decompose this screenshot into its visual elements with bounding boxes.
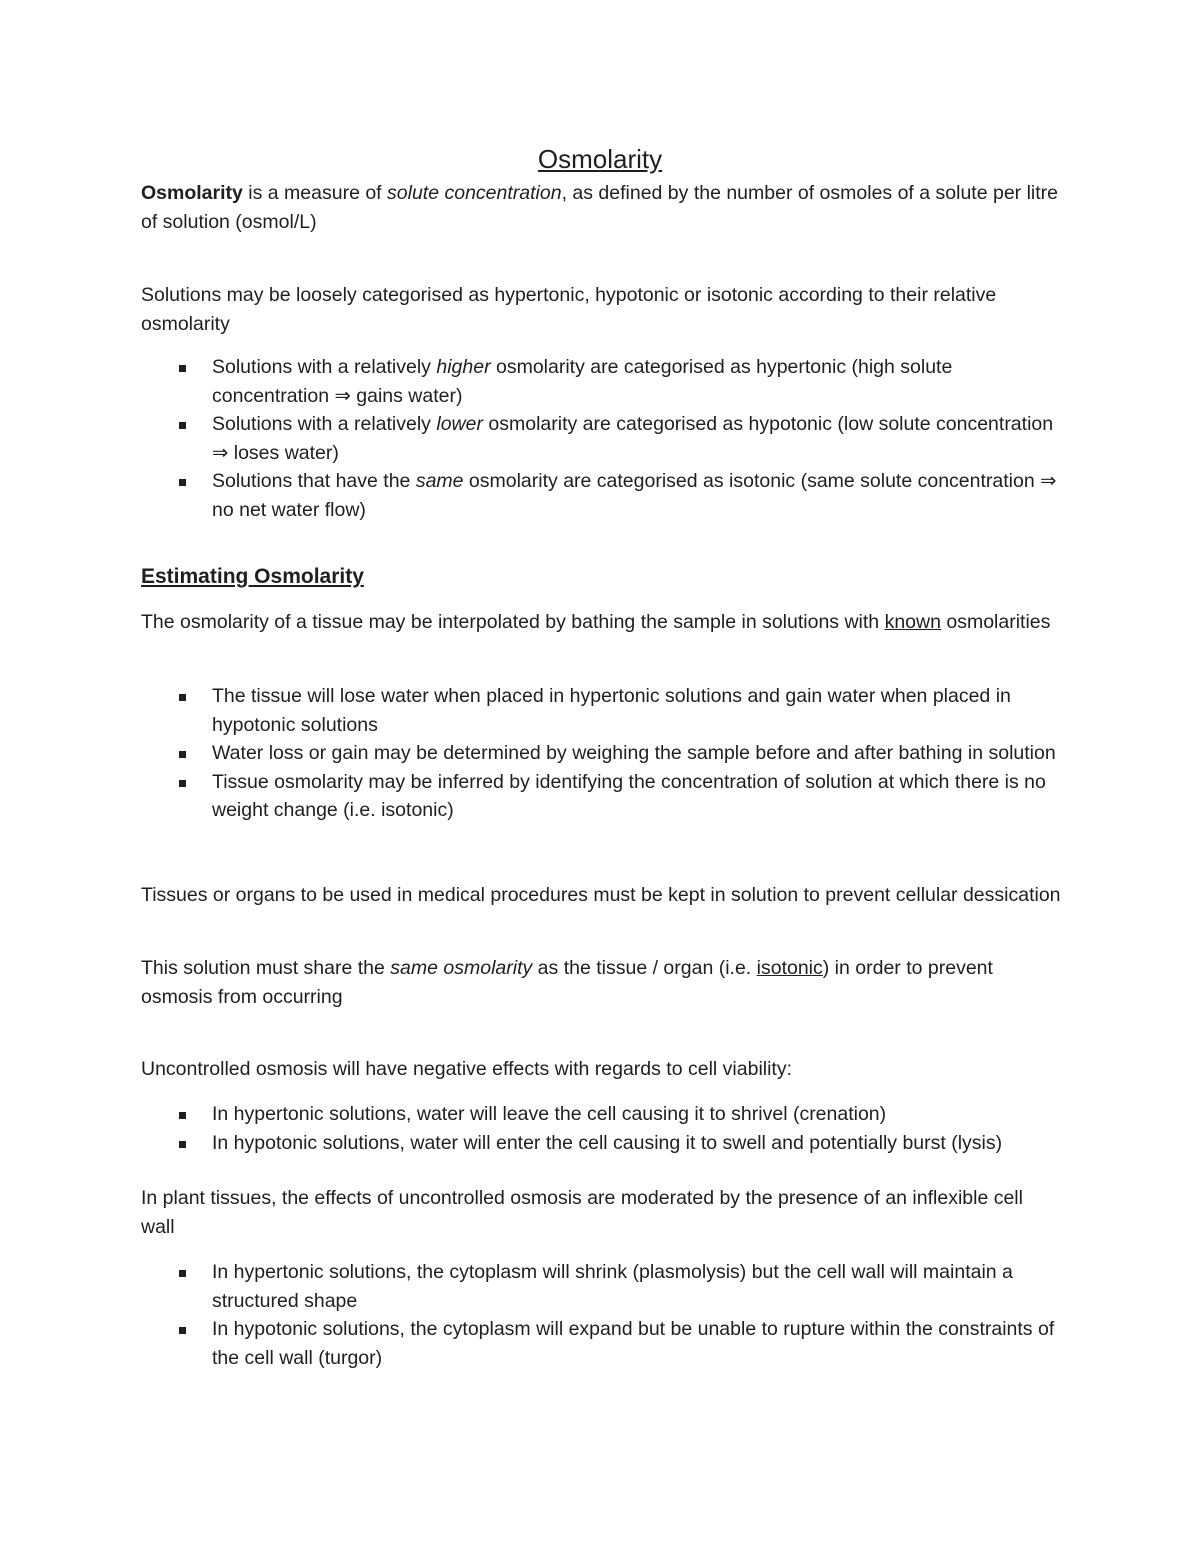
list-item: In hypotonic solutions, the cytoplasm will expand but be unable to rupture within the constraints of the cell wall (turgor) xyxy=(141,1315,1061,1372)
list-item: In hypotonic solutions, water will enter the cell causing it to swell and potentially burst (lysis) xyxy=(141,1129,1061,1158)
list-item: Tissue osmolarity may be inferred by identifying the concentration of solution at which there is no weight change (i.e. isotonic) xyxy=(141,768,1061,825)
uncontrolled-intro: Uncontrolled osmosis will have negative effects with regards to cell viability: xyxy=(141,1058,793,1080)
list-item: Solutions with a relatively lower osmolarity are categorised as hypotonic (low solute concentration ⇒ loses water) xyxy=(141,410,1061,467)
intro-term: Osmolarity xyxy=(141,182,243,204)
categories-intro: Solutions may be loosely categorised as hypertonic, hypotonic or isotonic according to their relative osmolarity xyxy=(141,284,997,335)
medical-paragraph: Tissues or organs to be used in medical procedures must be kept in solution to prevent cellular dessication xyxy=(141,884,1061,906)
estimating-list xyxy=(141,682,1061,825)
estimating-intro: The osmolarity of a tissue may be interpolated by bathing the sample in solutions with known osmolarities xyxy=(141,611,1051,633)
list-item: Solutions that have the same osmolarity are categorised as isotonic (same solute concentration ⇒ no net water flow) xyxy=(141,467,1061,524)
list-item: Solutions with a relatively higher osmolarity are categorised as hypertonic (high solute concentration ⇒ gains water) xyxy=(141,353,1061,410)
plant-intro: In plant tissues, the effects of uncontrolled osmosis are moderated by the presence of an inflexible cell wall xyxy=(141,1187,1023,1238)
list-item: The tissue will lose water when placed in hypertonic solutions and gain water when placed in hypotonic solutions xyxy=(141,682,1061,739)
same-osmolarity-paragraph: This solution must share the same osmolarity as the tissue / organ (i.e. isotonic) in order to prevent osmosis from occurring xyxy=(141,957,993,1008)
intro-paragraph: Osmolarity is a measure of solute concentration, as defined by the number of osmoles of a solute per litre of solution (osmol/L) xyxy=(141,182,1059,233)
categories-list xyxy=(141,353,1061,524)
list-item: In hypertonic solutions, water will leave the cell causing it to shrivel (crenation) xyxy=(141,1100,1061,1129)
plant-list xyxy=(141,1258,1061,1372)
section-heading-estimating: Estimating Osmolarity xyxy=(141,565,364,588)
page-title: Osmolarity xyxy=(537,144,663,174)
list-item: Water loss or gain may be determined by weighing the sample before and after bathing in solution xyxy=(141,739,1061,768)
intro-emphasis: solute concentration xyxy=(387,182,562,204)
list-item: In hypertonic solutions, the cytoplasm will shrink (plasmolysis) but the cell wall will maintain a structured shape xyxy=(141,1258,1061,1315)
uncontrolled-list xyxy=(141,1100,1061,1157)
